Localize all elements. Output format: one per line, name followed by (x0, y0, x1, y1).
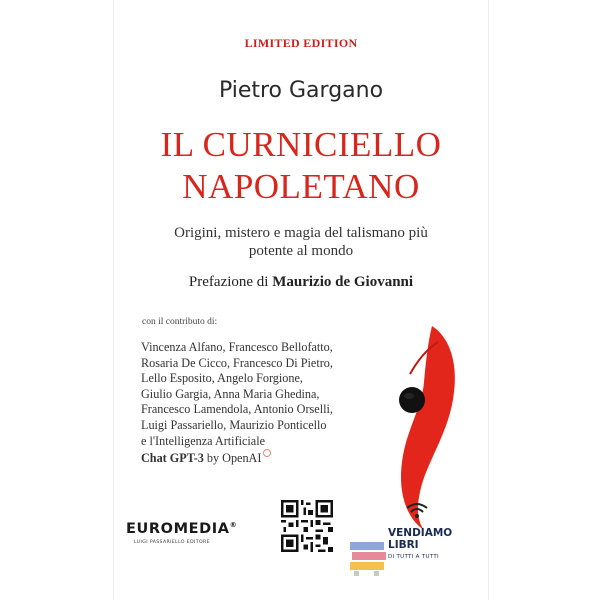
preface-author: Maurizio de Giovanni (272, 274, 414, 290)
publisher-mark: ® (229, 521, 238, 530)
contributors-label: con il contributo di: (142, 317, 218, 327)
subtitle-line-1: Origini, mistero e magia del talismano più (174, 225, 428, 241)
chatgpt-credit (141, 449, 391, 467)
books-stack-icon (348, 538, 388, 578)
contributor-line: Lello Esposito, Angelo Forgione, (141, 371, 303, 386)
badge-line-1: VENDIAMO (388, 527, 453, 539)
book-cover (113, 0, 489, 600)
publisher-name: EUROMEDIA (126, 521, 230, 537)
badge-line-2: LIBRI (388, 539, 419, 551)
edition-label: LIMITED EDITION (244, 36, 358, 50)
cornicello-horn-icon (362, 322, 462, 532)
preface-prefix: Prefazione di (188, 274, 269, 290)
vendiamo-libri-badge (388, 527, 452, 563)
chatgpt-name: Chat GPT-3 (141, 451, 204, 466)
subtitle-line-2: potente al mondo (248, 243, 354, 259)
publisher-subtitle: LUIGI PASSARIELLO EDITORE (134, 540, 210, 545)
chatgpt-by: by OpenAI (203, 451, 262, 466)
horn-band-icon (399, 387, 425, 413)
qr-code-icon (281, 500, 333, 552)
contributor-line: Luigi Passariello, Maurizio Ponticello (141, 417, 327, 432)
author-name: Pietro Gargano (218, 78, 384, 103)
contributors-list (141, 340, 391, 467)
wifi-icon (405, 502, 429, 518)
openai-icon (263, 449, 271, 457)
title-line-1: IL CURNICIELLO (160, 125, 442, 164)
subtitle (136, 224, 466, 260)
contributor-line: Francesco Lamendola, Antonio Orselli, (141, 402, 333, 417)
contributor-line: Vincenza Alfano, Francesco Bellofatto, (141, 340, 333, 354)
contributor-line: Rosaria De Cicco, Francesco Di Pietro, (141, 355, 333, 370)
contributor-line: e l'Intelligenza Artificiale (141, 433, 266, 448)
title-line-2: NAPOLETANO (182, 167, 420, 206)
badge-line-3: DI TUTTI A TUTTI (388, 554, 439, 560)
publisher-logo (126, 521, 237, 537)
contributor-line: Giulio Gargia, Anna Maria Ghedina, (141, 386, 320, 401)
preface-credit (114, 274, 488, 291)
